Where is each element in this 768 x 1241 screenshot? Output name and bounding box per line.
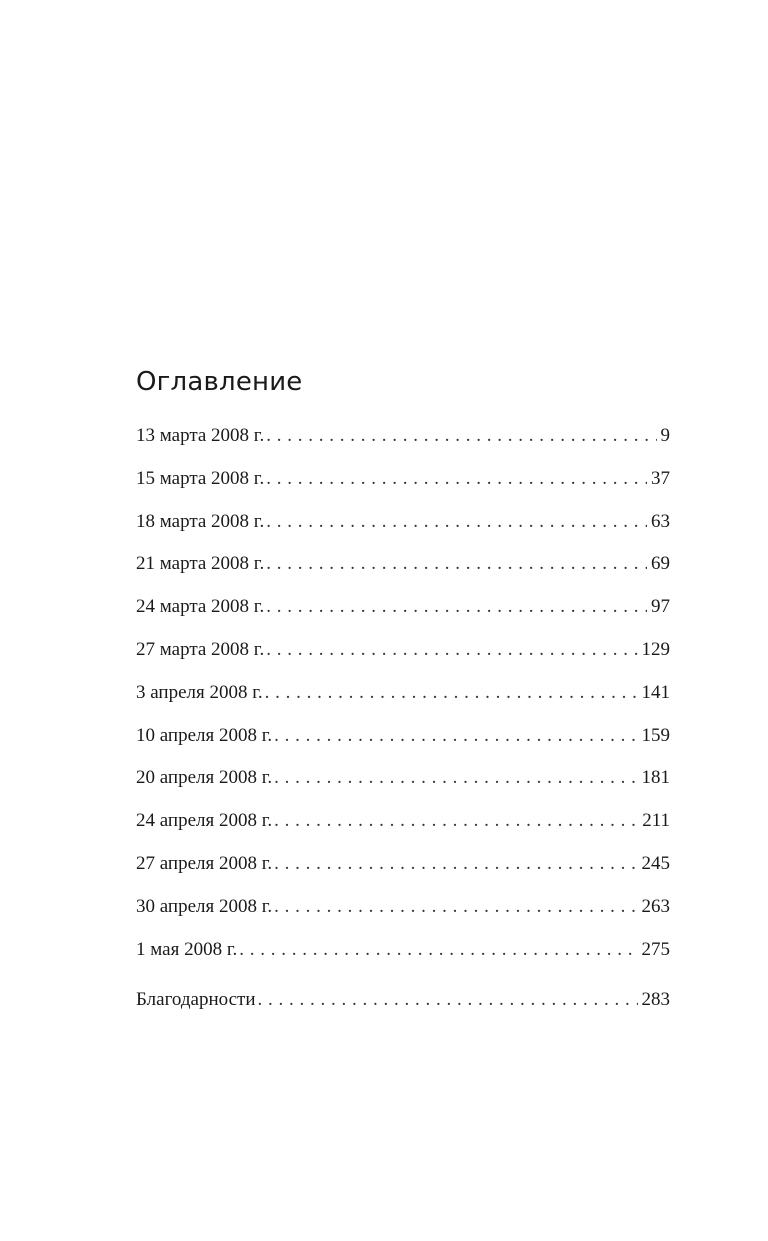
toc-entry[interactable] bbox=[136, 510, 670, 553]
toc-entry-page: 211 bbox=[642, 810, 670, 832]
toc-entry-title: 24 марта 2008 г. bbox=[136, 596, 265, 618]
toc-entry[interactable] bbox=[136, 467, 670, 510]
dot-leader bbox=[266, 510, 647, 534]
toc-entry[interactable] bbox=[136, 895, 670, 938]
toc-entry[interactable] bbox=[136, 938, 670, 981]
toc-entry-title: 24 апреля 2008 г. bbox=[136, 810, 273, 832]
toc-entry-page: 63 bbox=[651, 510, 670, 532]
dot-leader bbox=[239, 938, 637, 962]
toc-entry-page: 263 bbox=[641, 895, 670, 917]
dot-leader bbox=[266, 552, 647, 576]
dot-leader bbox=[265, 681, 638, 705]
toc-entry-page: 245 bbox=[641, 852, 670, 874]
dot-leader bbox=[274, 895, 637, 919]
dot-leader bbox=[266, 595, 647, 619]
toc-entry[interactable] bbox=[136, 681, 670, 724]
toc-entry-title: 18 марта 2008 г. bbox=[136, 510, 265, 532]
toc-entry-page: 9 bbox=[660, 425, 670, 446]
dot-leader bbox=[266, 638, 637, 662]
toc-entry-title: 1 мая 2008 г. bbox=[136, 938, 238, 960]
toc-entry-title: 13 марта 2008 г. bbox=[136, 425, 265, 446]
dot-leader bbox=[274, 852, 637, 876]
toc-entry-page: 69 bbox=[651, 553, 670, 575]
toc-entry[interactable] bbox=[136, 724, 670, 767]
toc-entry[interactable] bbox=[136, 638, 670, 681]
toc-entry-page: 181 bbox=[641, 767, 670, 789]
toc-entry-title: 30 апреля 2008 г. bbox=[136, 895, 273, 917]
toc-title: Оглавление bbox=[136, 367, 303, 397]
toc-entry-title: 27 марта 2008 г. bbox=[136, 638, 265, 660]
toc-entry-title: 21 марта 2008 г. bbox=[136, 553, 265, 575]
toc-entry-page: 37 bbox=[651, 467, 670, 489]
toc-entry[interactable] bbox=[136, 809, 670, 852]
toc-entry[interactable] bbox=[136, 766, 670, 809]
toc-entry-page: 283 bbox=[641, 989, 670, 1011]
dot-leader bbox=[274, 809, 638, 833]
toc-entry[interactable] bbox=[136, 424, 670, 467]
toc-entry-title: 3 апреля 2008 г. bbox=[136, 681, 263, 703]
table-of-contents bbox=[136, 364, 670, 1031]
toc-entry-acknowledgments[interactable] bbox=[136, 988, 670, 1031]
toc-entry[interactable] bbox=[136, 595, 670, 638]
dot-leader bbox=[274, 724, 637, 748]
toc-entry[interactable] bbox=[136, 552, 670, 595]
dot-leader bbox=[274, 766, 637, 790]
toc-entry-title: 20 апреля 2008 г. bbox=[136, 767, 273, 789]
toc-entry-page: 129 bbox=[641, 638, 670, 660]
toc-entry-title: 15 марта 2008 г. bbox=[136, 467, 265, 489]
toc-entry-title: Благодарности bbox=[136, 989, 256, 1011]
dot-leader bbox=[266, 424, 656, 448]
toc-entry-title: 27 апреля 2008 г. bbox=[136, 852, 273, 874]
toc-list bbox=[136, 424, 670, 1031]
toc-entry-page: 159 bbox=[641, 724, 670, 746]
toc-entry-page: 275 bbox=[641, 938, 670, 960]
toc-entry-title: 10 апреля 2008 г. bbox=[136, 724, 273, 746]
toc-entry-page: 97 bbox=[651, 596, 670, 618]
toc-entry-page: 141 bbox=[641, 681, 670, 703]
toc-entry[interactable] bbox=[136, 852, 670, 895]
dot-leader bbox=[266, 467, 647, 491]
dot-leader bbox=[258, 988, 638, 1012]
